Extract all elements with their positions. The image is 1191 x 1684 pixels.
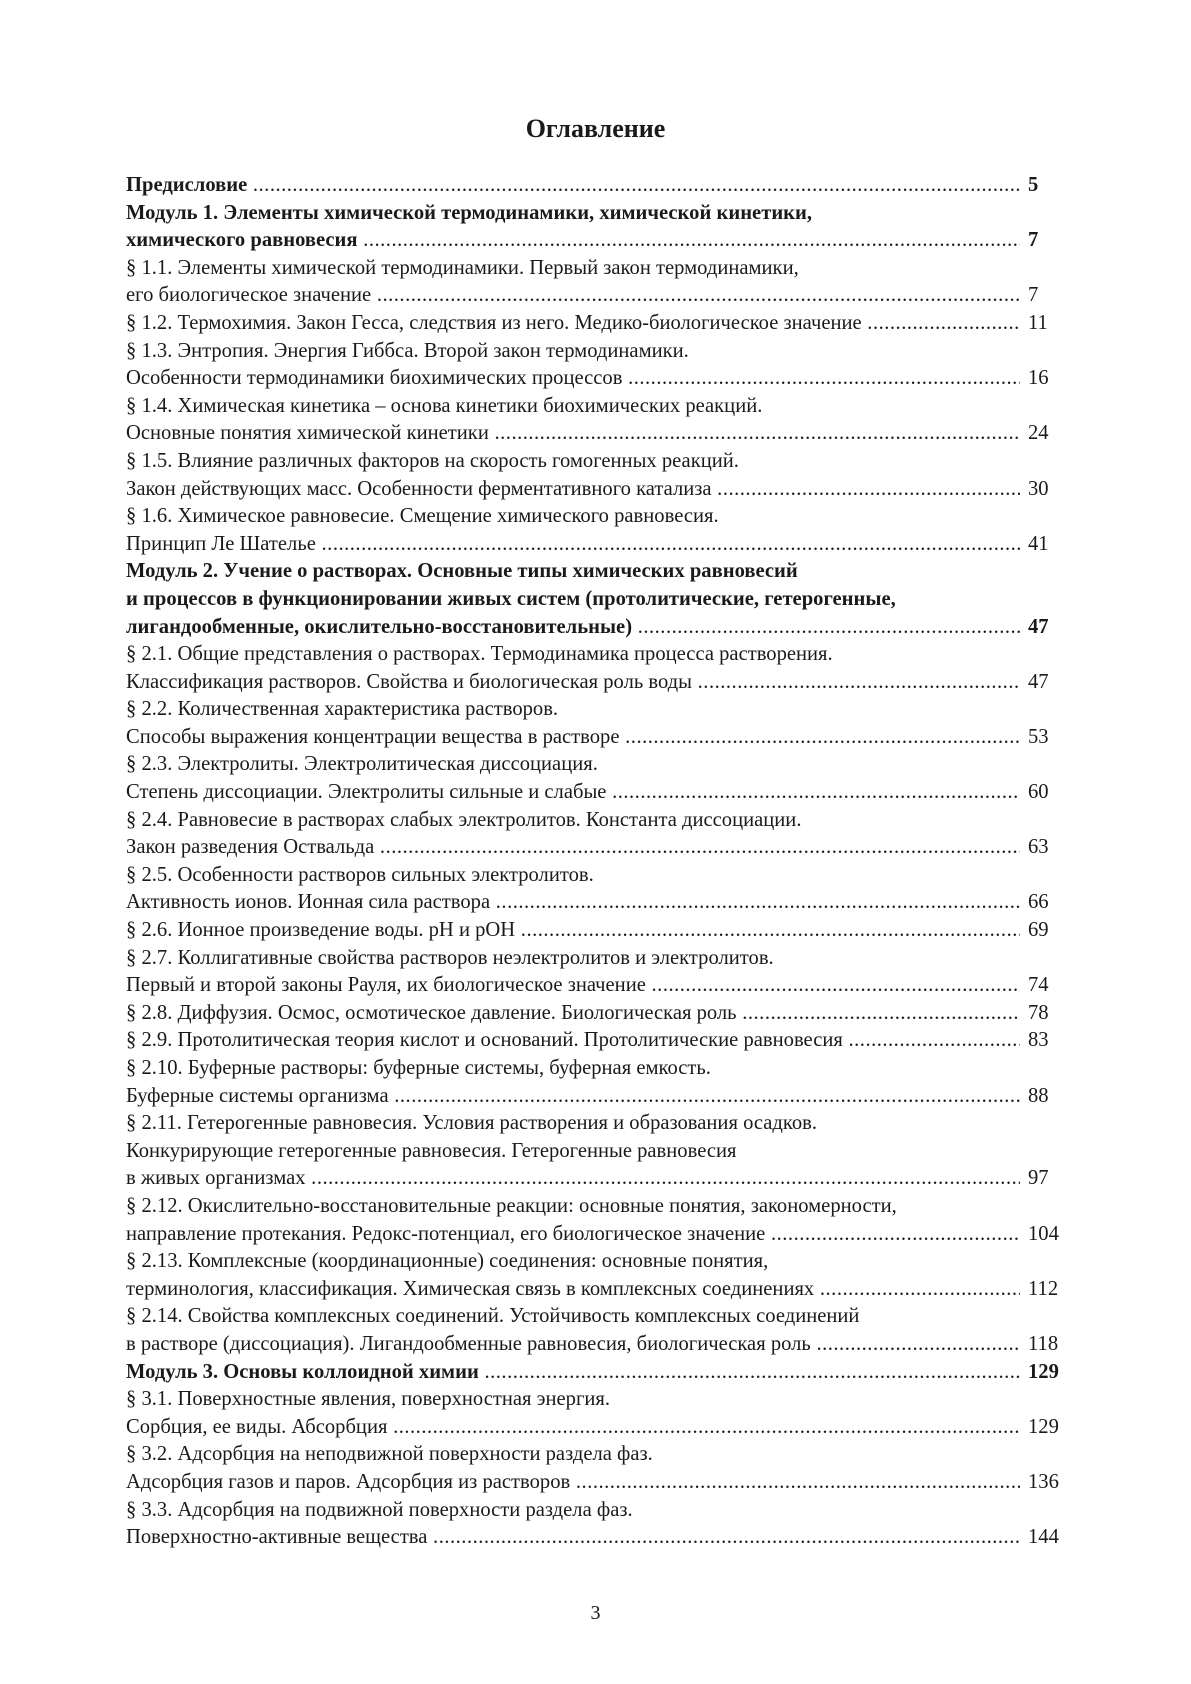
toc-entry-text: Закон разведения Оствальда ..... (126, 834, 1020, 862)
toc-entry-text: § 1.4. Химическая кинетика – основа кинетики биохимических реакций. (126, 394, 763, 417)
toc-page-number: 104 (1028, 1222, 1059, 1245)
toc-entry-text: терминология, классификация. Химическая связь в комплексных соединениях ..... (126, 1276, 1020, 1304)
toc-entry-text: химического равновесия ..... (126, 227, 1020, 255)
toc-entry-text: и процессов в функционировании живых систем (протолитические, гетерогенные, (126, 587, 896, 610)
toc-entry-text: Принцип Ле Шателье ..... (126, 531, 1020, 559)
toc-entry-text: § 2.5. Особенности растворов сильных электролитов. (126, 863, 594, 886)
toc-entry-text: § 2.14. Свойства комплексных соединений. Устойчивость комплексных соединений (126, 1305, 860, 1328)
toc-entry-text: § 2.2. Количественная характеристика растворов. (126, 698, 559, 721)
toc-section-line (126, 696, 1074, 724)
toc-entry-text: Предисловие ..... (126, 172, 1020, 200)
toc-page-number: 53 (1028, 725, 1049, 748)
toc-section-line (126, 531, 1074, 559)
toc-entry-text: Адсорбция газов и паров. Адсорбция из растворов ..... (126, 1469, 1020, 1497)
toc-page-number: 74 (1028, 974, 1049, 997)
toc-section-line (126, 310, 1074, 338)
toc-page-number: 136 (1028, 1470, 1059, 1493)
toc-entry-text: Степень диссоциации. Электролиты сильные и слабые ..... (126, 779, 1020, 807)
toc-entry-text: Конкурирующие гетерогенные равновесия. Гетерогенные равновесия (126, 1139, 737, 1162)
toc-page-number: 144 (1028, 1526, 1059, 1549)
toc-page-number: 129 (1028, 1360, 1059, 1383)
toc-entry-text: § 2.13. Комплексные (координационные) соединения: основные понятия, (126, 1250, 769, 1273)
toc-section-line (126, 972, 1074, 1000)
toc-section-line (126, 1193, 1074, 1221)
toc-module-line (126, 586, 1074, 614)
toc-section-line (126, 641, 1074, 669)
toc-page-number: 47 (1028, 615, 1049, 638)
toc-entry-text: Закон действующих масс. Особенности ферментативного катализа ..... (126, 476, 1020, 504)
toc-entry-text: § 3.3. Адсорбция на подвижной поверхности раздела фаз. (126, 1498, 633, 1521)
toc-entry-text: § 1.1. Элементы химической термодинамики. Первый закон термодинамики, (126, 256, 799, 279)
toc-module-line (126, 558, 1074, 586)
toc-section-line (126, 365, 1074, 393)
toc-section-line (126, 1165, 1074, 1193)
toc-entry-text: § 2.7. Коллигативные свойства растворов неэлектролитов и электролитов. (126, 946, 774, 969)
toc-section-line (126, 393, 1074, 421)
toc-page-number: 7 (1028, 284, 1039, 307)
toc-page-number: 112 (1028, 1277, 1059, 1300)
toc-page-number: 88 (1028, 1084, 1049, 1107)
toc-section-line (126, 503, 1074, 531)
toc-page-number: 41 (1028, 532, 1049, 555)
toc-entry-text: Особенности термодинамики биохимических процессов ..... (126, 365, 1020, 393)
toc-section-line (126, 669, 1074, 697)
toc-entry-text: § 2.8. Диффузия. Осмос, осмотическое давление. Биологическая роль ..... (126, 1000, 1020, 1028)
toc-section-line (126, 1138, 1074, 1166)
toc-entry-text: § 2.1. Общие представления о растворах. Термодинамика процесса растворения. (126, 643, 833, 666)
toc-entry-text: Классификация растворов. Свойства и биологическая роль воды ..... (126, 669, 1020, 697)
toc-entry-text: Буферные системы организма ..... (126, 1083, 1020, 1111)
toc-entry-text: Первый и второй законы Рауля, их биологическое значение ..... (126, 972, 1020, 1000)
toc-entry-text: § 2.3. Электролиты. Электролитическая диссоциация. (126, 753, 598, 776)
toc-entry-text: § 3.2. Адсорбция на неподвижной поверхности раздела фаз. (126, 1443, 653, 1466)
toc-page-number: 60 (1028, 781, 1049, 804)
toc-section-line (126, 1055, 1074, 1083)
toc-module-line (126, 614, 1074, 642)
toc-section-line (126, 1027, 1074, 1055)
toc-page-number: 69 (1028, 919, 1049, 942)
toc-entry-text: § 1.5. Влияние различных факторов на скорость гомогенных реакций. (126, 449, 739, 472)
toc-entry-text: Сорбция, ее виды. Абсорбция ..... (126, 1414, 1020, 1442)
toc-page-number: 7 (1028, 229, 1039, 252)
toc-page-number: 24 (1028, 422, 1049, 445)
toc-section-line (126, 476, 1074, 504)
toc-section-line (126, 1110, 1074, 1138)
toc-section-line (126, 1248, 1074, 1276)
toc-section-line (126, 807, 1074, 835)
toc-section-line (126, 1303, 1074, 1331)
toc-page-number: 63 (1028, 836, 1049, 859)
toc-entry-text: Активность ионов. Ионная сила раствора ..... (126, 889, 1020, 917)
toc-entry-text: Основные понятия химической кинетики ..... (126, 420, 1020, 448)
toc-entry-text: § 2.11. Гетерогенные равновесия. Условия растворения и образования осадков. (126, 1112, 818, 1135)
toc-section-line (126, 889, 1074, 917)
toc-section-line (126, 862, 1074, 890)
toc-section-line (126, 1497, 1074, 1525)
toc-section-line (126, 834, 1074, 862)
toc-entry-text: § 2.12. Окислительно-восстановительные реакции: основные понятия, закономерности, (126, 1194, 897, 1217)
toc-module-line (126, 172, 1074, 200)
toc-entry-text: Модуль 1. Элементы химической термодинамики, химической кинетики, (126, 201, 813, 224)
toc-page-number: 118 (1028, 1332, 1059, 1355)
toc-entry-text: § 1.6. Химическое равновесие. Смещение химического равновесия. (126, 505, 719, 528)
toc-section-line (126, 282, 1074, 310)
toc-section-line (126, 1386, 1074, 1414)
toc-section-line (126, 1441, 1074, 1469)
toc-page-number: 30 (1028, 477, 1049, 500)
page-title: Оглавление (525, 114, 666, 143)
toc-section-line (126, 1469, 1074, 1497)
toc-page-number: 66 (1028, 891, 1049, 914)
toc-entry-text: лигандообменные, окислительно-восстановительные) ..... (126, 614, 1020, 642)
toc-section-line (126, 751, 1074, 779)
toc-page-number: 78 (1028, 1001, 1049, 1024)
toc-section-line (126, 724, 1074, 752)
toc-page-number: 5 (1028, 174, 1039, 196)
toc-section-line (126, 338, 1074, 366)
toc-module-line (126, 1359, 1074, 1387)
toc-section-line (126, 945, 1074, 973)
toc-entry-text: § 2.4. Равновесие в растворах слабых электролитов. Константа диссоциации. (126, 808, 802, 831)
toc-entry-text: Поверхностно-активные вещества ..... (126, 1524, 1020, 1552)
toc-module-line (126, 200, 1074, 228)
page-number: 3 (590, 1602, 601, 1624)
toc-entry-text: § 1.3. Энтропия. Энергия Гиббса. Второй закон термодинамики. (126, 339, 689, 362)
toc-entry-text: § 2.6. Ионное произведение воды. pH и pOH ..... (126, 917, 1020, 945)
toc-entry-text: Способы выражения концентрации вещества в растворе ..... (126, 724, 1020, 752)
toc-entry-text: Модуль 2. Учение о растворах. Основные типы химических равновесий (126, 560, 798, 583)
toc-entry-text: в живых организмах ..... (126, 1165, 1020, 1193)
toc-page-number: 129 (1028, 1415, 1059, 1438)
toc-section-line (126, 1331, 1074, 1359)
toc-section-line (126, 1414, 1074, 1442)
toc-entry-text: направление протекания. Редокс-потенциал, его биологическое значение ..... (126, 1221, 1020, 1249)
toc-page-number: 97 (1028, 1167, 1049, 1190)
toc-entry-text: в растворе (диссоциация). Лигандообменные равновесия, биологическая роль ..... (126, 1331, 1020, 1359)
toc-page-number: 11 (1028, 311, 1048, 334)
toc-page-number: 83 (1028, 1029, 1049, 1052)
toc-entry-text: Модуль 3. Основы коллоидной химии ..... (126, 1359, 1020, 1387)
table-of-contents (126, 172, 1074, 1552)
toc-section-line (126, 779, 1074, 807)
toc-page-number: 47 (1028, 670, 1049, 693)
toc-entry-text: § 2.10. Буферные растворы: буферные системы, буферная емкость. (126, 1057, 711, 1079)
toc-section-line (126, 255, 1074, 283)
toc-section-line (126, 1000, 1074, 1028)
toc-entry-text: § 2.9. Протолитическая теория кислот и оснований. Протолитические равновесия ..... (126, 1027, 1020, 1055)
toc-entry-text: § 1.2. Термохимия. Закон Гесса, следствия из него. Медико-биологическое значение ..... (126, 310, 1020, 338)
toc-entry-text: его биологическое значение ..... (126, 282, 1020, 310)
toc-section-line (126, 1083, 1074, 1111)
toc-page-number: 16 (1028, 367, 1049, 390)
toc-module-line (126, 227, 1074, 255)
toc-entry-text: § 3.1. Поверхностные явления, поверхностная энергия. (126, 1388, 611, 1411)
toc-section-line (126, 1276, 1074, 1304)
toc-section-line (126, 917, 1074, 945)
toc-section-line (126, 1524, 1074, 1552)
toc-section-line (126, 1221, 1074, 1249)
toc-section-line (126, 420, 1074, 448)
toc-section-line (126, 448, 1074, 476)
